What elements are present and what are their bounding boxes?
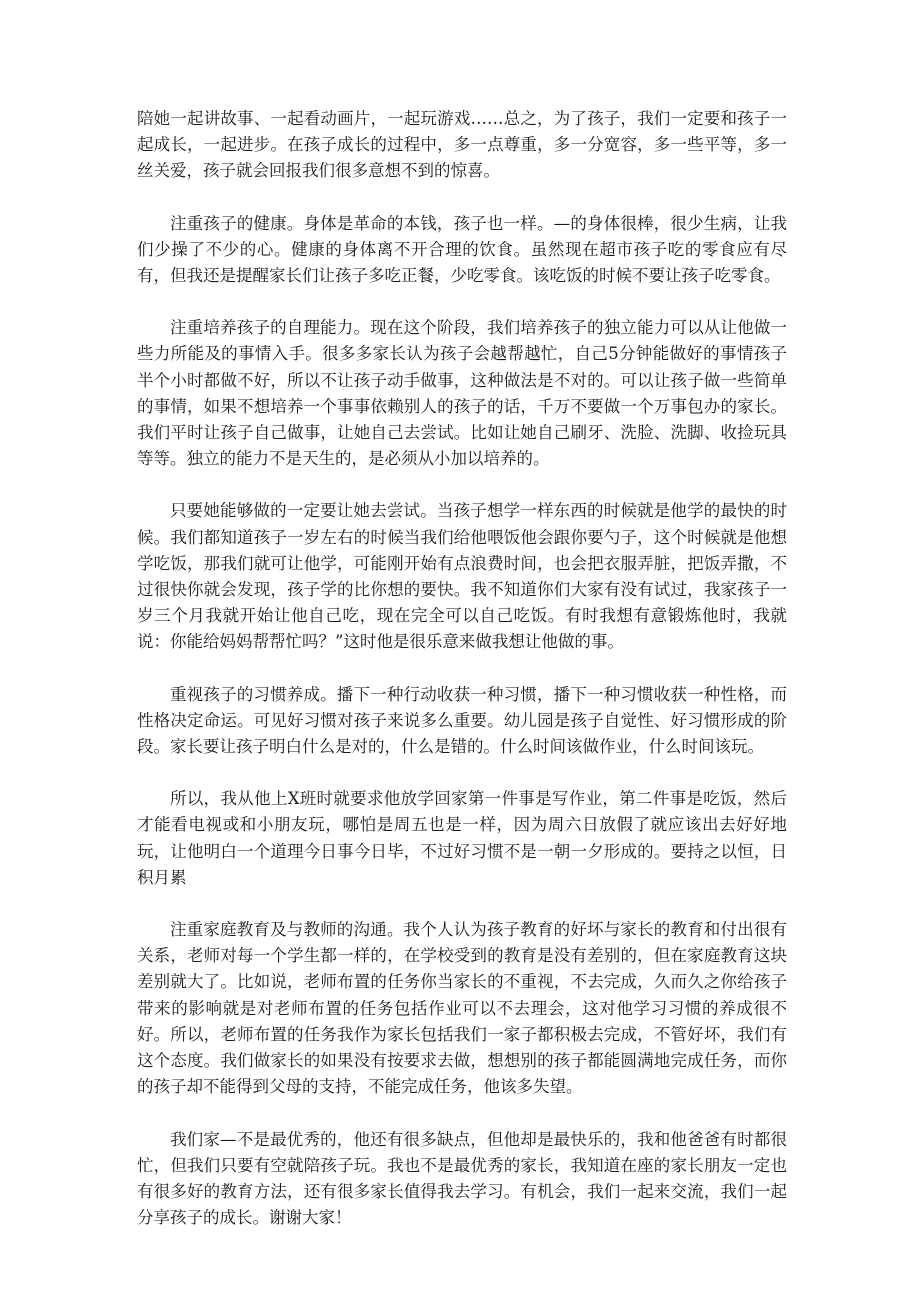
paragraph-2: 注重孩子的健康。身体是革命的本钱，孩子也一样。—的身体很棒，很少生病，让我们少操了不少的心。健康的身体离不开合理的饮食。虽然现在超市孩子吃的零食应有尽有，但我还是提醒家长们让孩子多吃正餐，少吃零食。该吃饭的时候不要让孩子吃零食。 xyxy=(137,213,787,286)
document-body xyxy=(137,106,787,1257)
paragraph-6: 所以，我从他上X班时就要求他放学回家第一件事是写作业，第二件事是吃饭，然后才能看电视或和小朋友玩，哪怕是周五也是一样，因为周六日放假了就应该出去好好地玩，让他明白一个道理今日事今日毕，不过好习惯不是一朝一夕形成的。要持之以恒，日积月累 xyxy=(137,789,787,887)
paragraph-5: 重视孩子的习惯养成。播下一种行动收获一种习惯，播下一种习惯收获一种性格，而性格决定命运。可见好习惯对孩子来说多么重要。幼儿园是孩子自觉性、好习惯形成的阶段。家长要让孩子明白什么是对的，什么是错的。什么时间该做作业，什么时间该玩。 xyxy=(137,684,787,757)
paragraph-3: 注重培养孩子的自理能力。现在这个阶段，我们培养孩子的独立能力可以从让他做一些力所能及的事情入手。很多多家长认为孩子会越帮越忙，自己5分钟能做好的事情孩子半个小时都做不好，所以不让孩子动手做事，这种做法是不对的。可以让孩子做一些简单的事情，如果不想培养一个事事依赖别人的孩子的话，千万不要做一个万事包办的家长。我们平时让孩子自己做事，让她自己去尝试。比如让她自己刷牙、洗脸、洗脚、收捡玩具等等。独立的能力不是天生的，是必须从小加以培养的。 xyxy=(137,318,787,469)
paragraph-4: 只要她能够做的一定要让她去尝试。当孩子想学一样东西的时候就是他学的最快的时候。我们都知道孩子一岁左右的时候当我们给他喂饭他会跟你要勺子，这个时候就是他想学吃饭，那我们就可让他学，可能刚开始有点浪费时间，也会把衣服弄脏，把饭弄撒，不过很快你就会发现，孩子学的比你想的要快。我不知道你们大家有没有试过，我家孩子一岁三个月我就开始让他自己吃，现在完全可以自己吃饭。有时我想有意锻炼他时，我就说：你能给妈妈帮帮忙吗？”这时他是很乐意来做我想让他做的事。 xyxy=(137,501,787,652)
paragraph-1: 陪她一起讲故事、一起看动画片，一起玩游戏……总之，为了孩子，我们一定要和孩子一起成长，一起进步。在孩子成长的过程中，多一点尊重，多一分宽容，多一些平等，多一丝关爱，孩子就会回报我们很多意想不到的惊喜。 xyxy=(137,109,787,181)
paragraph-8: 我们家—不是最优秀的，他还有很多缺点，但他却是最快乐的，我和他爸爸有时都很忙，但我们只要有空就陪孩子玩。我也不是最优秀的家长，我知道在座的家长朋友一定也有很多好的教育方法，还有很多家长值得我去学习。有机会，我们一起来交流，我们一起分享孩子的成长。谢谢大家！ xyxy=(137,1129,787,1228)
paragraph-7: 注重家庭教育及与教师的沟通。我个人认为孩子教育的好坏与家长的教育和付出很有关系，老师对每一个学生都一样的，在学校受到的教育是没有差别的，但在家庭教育这块差别就大了。比如说，老师布置的任务你当家长的不重视，不去完成，久而久之你给孩子带来的影响就是对老师布置的任务包括作业可以不去理会，这对他学习习惯的养成很不好。所以，老师布置的任务我作为家长包括我们一家子都积极去完成，不管好坏，我们有这个态度。我们做家长的如果没有按要求去做，想想别的孩子都能圆满地完成任务，而你的孩子却不能得到父母的支持，不能完成任务，他该多失望。 xyxy=(137,920,787,1097)
